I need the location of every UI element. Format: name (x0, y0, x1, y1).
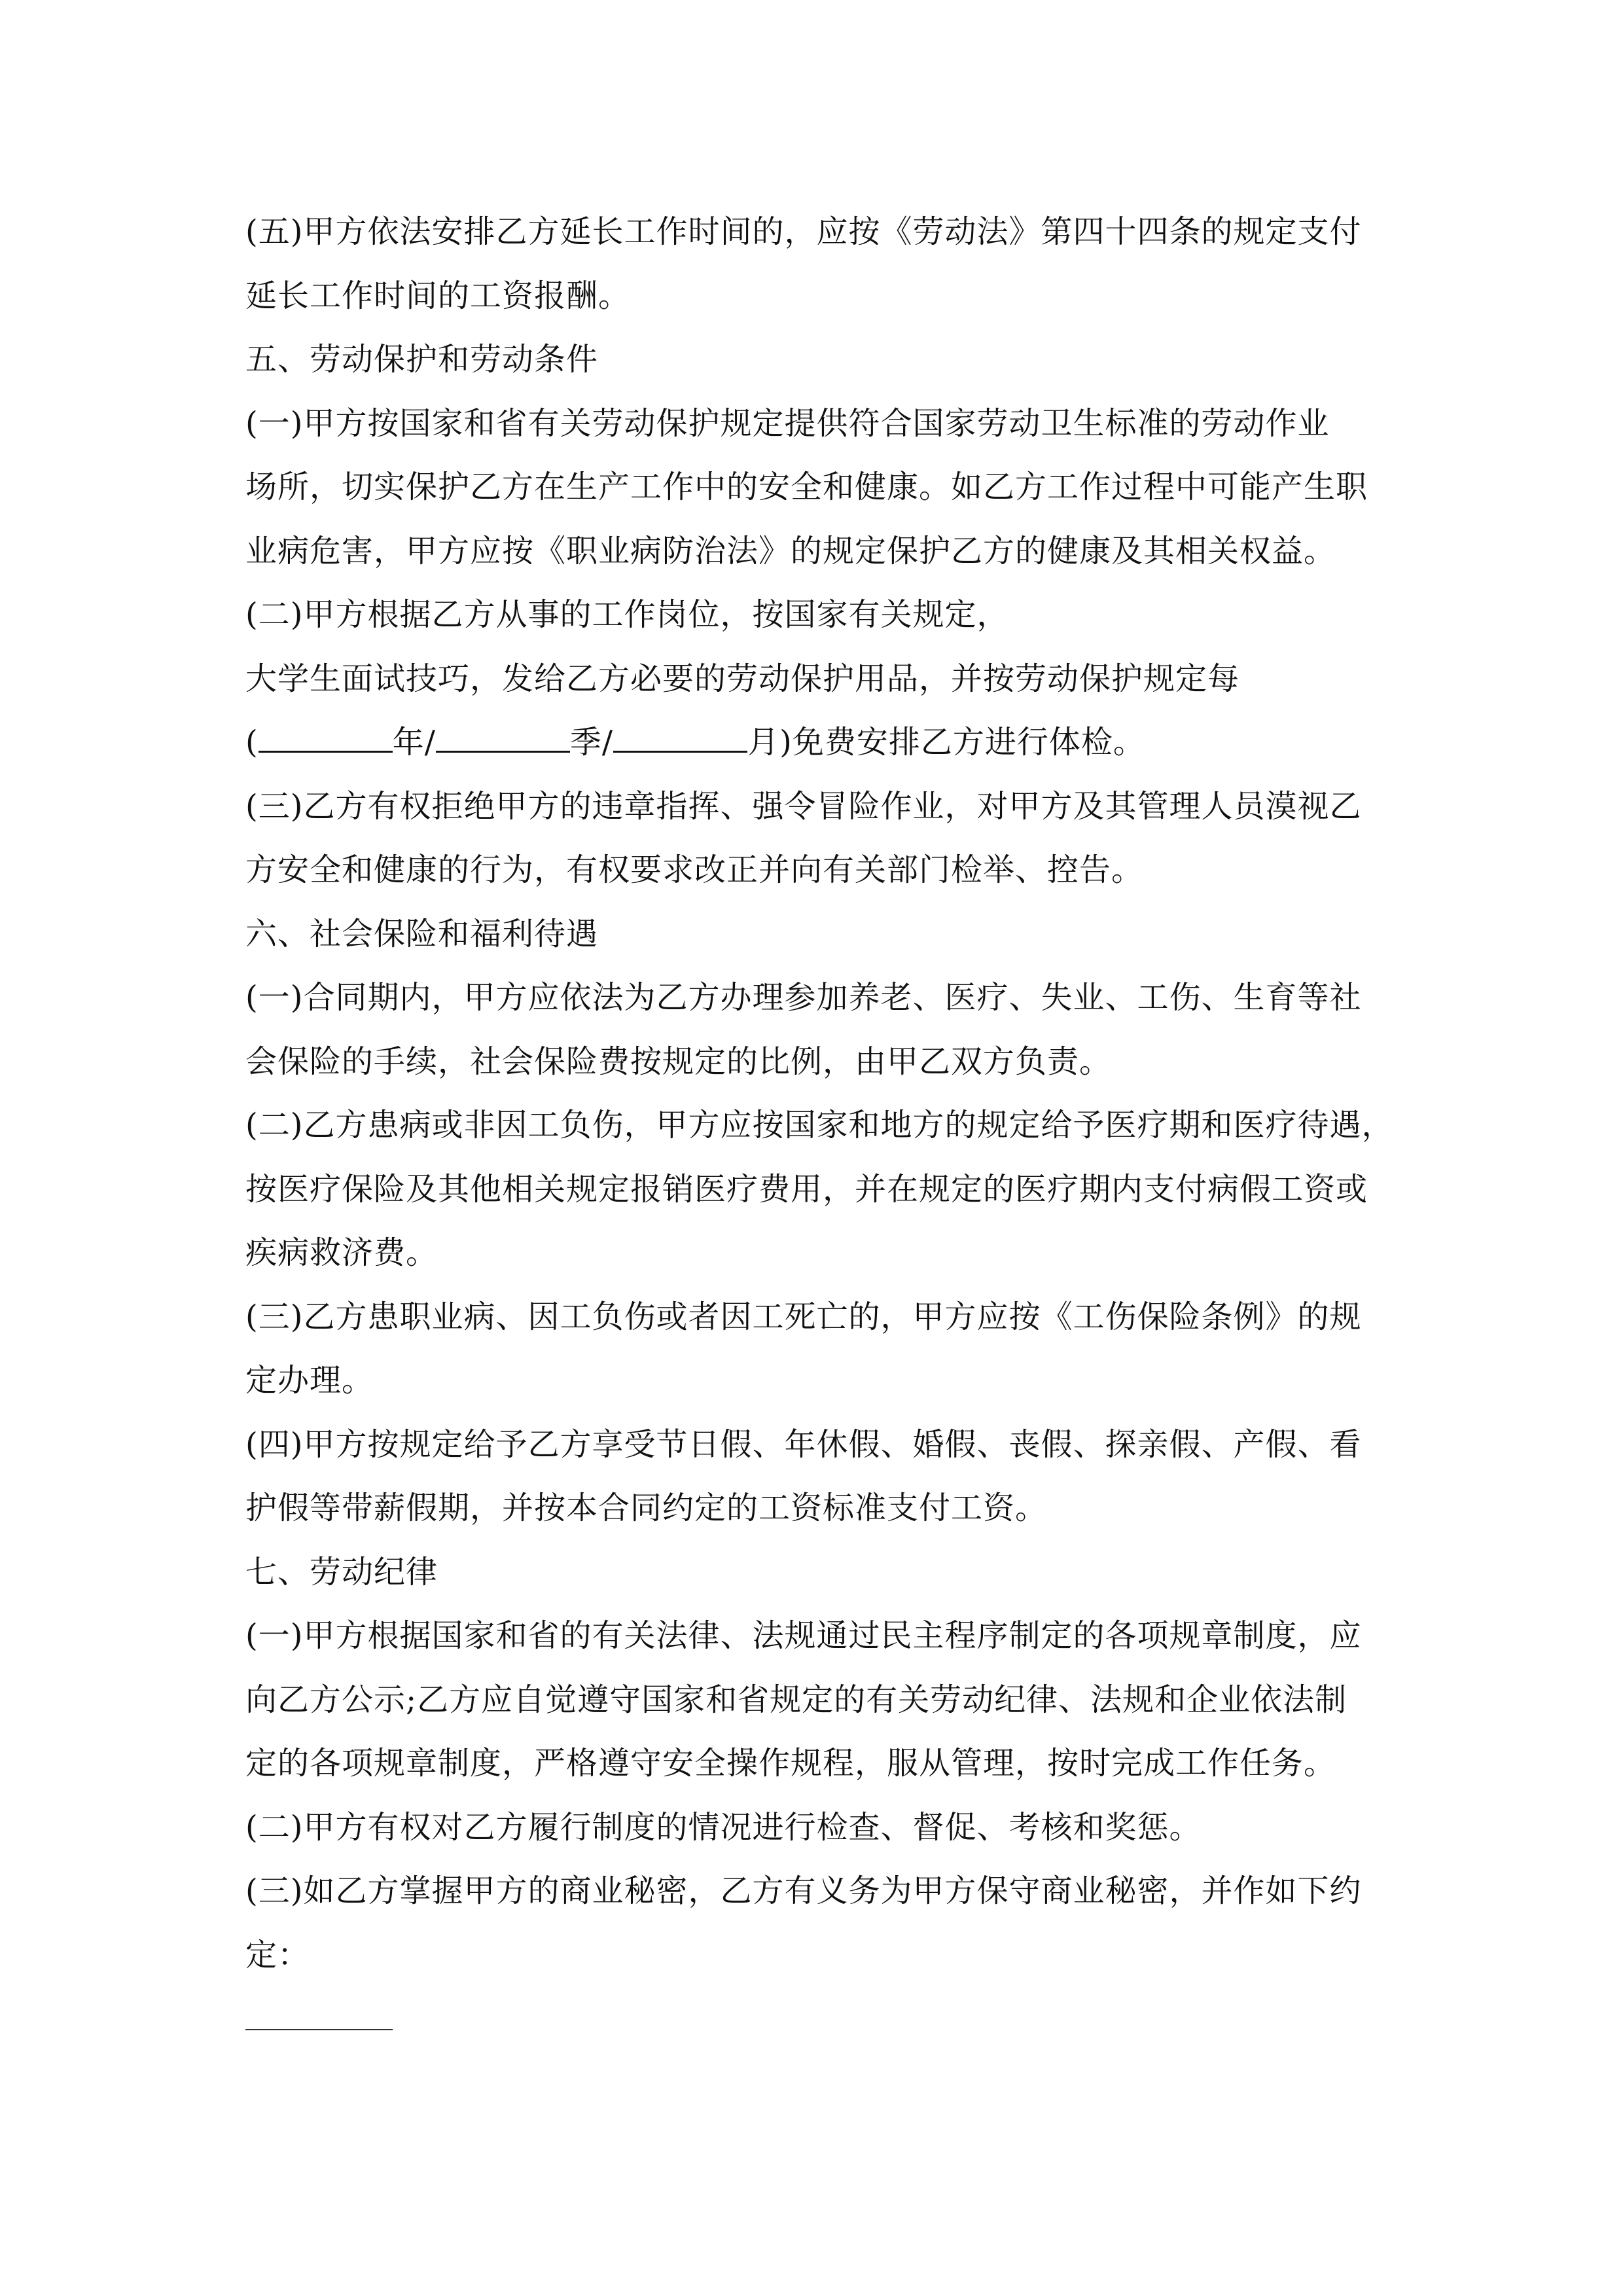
paragraph-line: (五)甲方依法安排乙方延长工作时间的，应按《劳动法》第四十四条的规定支付 (245, 213, 1362, 250)
paragraph-line: 方安全和健康的行为，有权要求改正并向有关部门检举、控告。 (245, 852, 1144, 888)
paragraph-line: 会保险的手续，社会保险费按规定的比例，由甲乙双方负责。 (245, 1043, 1112, 1080)
paragraph-line: 场所，切实保护乙方在生产工作中的安全和健康。如乙方工作过程中可能产生职 (245, 469, 1368, 505)
paragraph-line: (二)甲方有权对乙方履行制度的情况进行检查、督促、考核和奖惩。 (245, 1808, 1202, 1846)
paragraph-line: 延长工作时间的工资报酬。 (245, 277, 631, 314)
paragraph-line: 向乙方公示;乙方应自觉遵守国家和省规定的有关劳动纪律、法规和企业依法制 (245, 1681, 1347, 1718)
checkup-year-label: 年/ (392, 724, 436, 761)
paragraph-line: 业病危害，甲方应按《职业病防治法》的规定保护乙方的健康及其相关权益。 (245, 532, 1336, 569)
paragraph-line: (三)如乙方掌握甲方的商业秘密，乙方有义务为甲方保守商业秘密，并作如下约 (245, 1873, 1362, 1909)
paragraph-line: (三)乙方有权拒绝甲方的违章指挥、强令冒险作业，对甲方及其管理人员漠视乙 (245, 787, 1362, 825)
month-blank (613, 722, 747, 753)
paragraph-line: (一)合同期内，甲方应依法为乙方办理参加养老、医疗、失业、工伤、生育等社 (245, 979, 1362, 1016)
checkup-month-text: 月)免费安排乙方进行体检。 (747, 724, 1145, 761)
paragraph-line: (四)甲方按规定给予乙方享受节日假、年休假、婚假、丧假、探亲假、产假、看 (245, 1426, 1362, 1463)
paragraph-line: 定的各项规章制度，严格遵守安全操作规程，服从管理，按时完成工作任务。 (245, 1745, 1336, 1782)
section-heading: 六、社会保险和福利待遇 (245, 915, 599, 952)
checkup-open-paren: ( (245, 724, 259, 761)
paragraph-line: 大学生面试技巧，发给乙方必要的劳动保护用品，并按劳动保护规定每 (245, 660, 1240, 697)
paragraph-line: 定： (245, 1936, 310, 1973)
section-heading: 五、劳动保护和劳动条件 (245, 341, 599, 378)
checkup-season-label: 季/ (569, 724, 614, 761)
paragraph-line: (三)乙方患职业病、因工负伤或者因工死亡的，甲方应按《工伤保险条例》的规 (245, 1298, 1362, 1335)
paragraph-line: (一)甲方根据国家和省的有关法律、法规通过民主程序制定的各项规章制度，应 (245, 1617, 1362, 1654)
paragraph-line: 护假等带薪假期，并按本合同约定的工资标准支付工资。 (245, 1490, 1048, 1526)
footnote-separator (245, 2029, 393, 2030)
year-blank (259, 722, 393, 753)
paragraph-line: 按医疗保险及其他相关规定报销医疗费用，并在规定的医疗期内支付病假工资或 (245, 1170, 1368, 1208)
paragraph-line: 疾病救济费。 (245, 1234, 438, 1271)
document-body (245, 200, 1394, 1987)
season-blank (436, 722, 570, 753)
paragraph-line: 定办理。 (245, 1362, 374, 1399)
checkup-frequency-line (245, 711, 1384, 775)
paragraph-line: (二)乙方患病或非因工负伤，甲方应按国家和地方的规定给予医疗期和医疗待遇， (245, 1107, 1394, 1143)
paragraph-line: (二)甲方根据乙方从事的工作岗位，按国家有关规定， (245, 596, 1009, 633)
paragraph-line: (一)甲方按国家和省有关劳动保护规定提供符合国家劳动卫生标准的劳动作业 (245, 404, 1330, 442)
section-heading: 七、劳动纪律 (245, 1553, 438, 1590)
